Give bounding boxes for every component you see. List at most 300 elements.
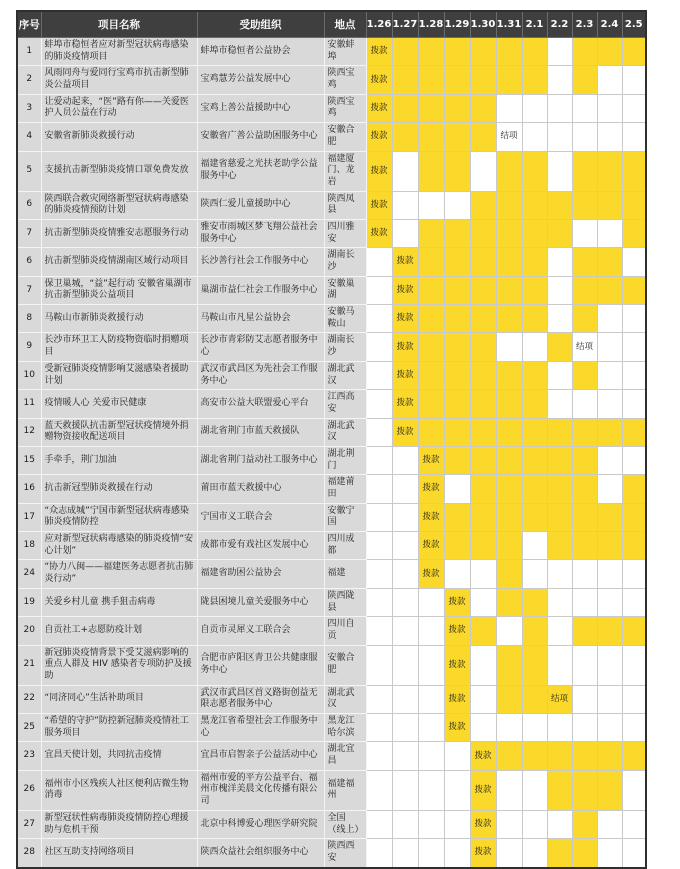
project-name-cell: 保卫巢城，“益”起行动 安徽省巢湖市抗击新型肺炎公益项目 bbox=[41, 276, 197, 304]
date-column-header: 1.29 bbox=[444, 11, 470, 38]
timeline-cell bbox=[418, 390, 444, 418]
org-cell: 福建省助困公益协会 bbox=[197, 560, 324, 588]
table-row bbox=[17, 742, 646, 770]
timeline-cell bbox=[366, 685, 392, 713]
table-body bbox=[17, 38, 646, 868]
timeline-cell bbox=[470, 151, 496, 191]
timeline-cell bbox=[522, 503, 547, 531]
date-column-header: 1.30 bbox=[470, 11, 496, 38]
timeline-cell bbox=[496, 503, 522, 531]
project-name-cell: 受新冠肺炎疫情影响艾滋感染者援助计划 bbox=[41, 361, 197, 389]
timeline-cell bbox=[366, 839, 392, 868]
timeline-cell bbox=[597, 532, 622, 560]
timeline-cell bbox=[392, 560, 418, 588]
date-column-header: 2.5 bbox=[622, 11, 646, 38]
location-cell: 福建 bbox=[324, 560, 366, 588]
timeline-cell bbox=[470, 94, 496, 122]
timeline-cell bbox=[444, 305, 470, 333]
timeline-cell bbox=[418, 418, 444, 446]
project-name-cell: “众志成城”宁国市新型冠状病毒感染肺炎疫情防控 bbox=[41, 503, 197, 531]
timeline-cell bbox=[597, 588, 622, 616]
location-cell: 四川自贡 bbox=[324, 617, 366, 645]
timeline-cell bbox=[622, 770, 646, 810]
timeline-cell bbox=[522, 361, 547, 389]
timeline-cell: 拨款 bbox=[444, 714, 470, 742]
timeline-cell: 拨款 bbox=[444, 617, 470, 645]
timeline-cell bbox=[496, 532, 522, 560]
seq-cell: 22 bbox=[17, 685, 41, 713]
timeline-cell bbox=[622, 714, 646, 742]
timeline-cell: 拨款 bbox=[392, 390, 418, 418]
timeline-cell bbox=[547, 390, 572, 418]
timeline-cell bbox=[392, 742, 418, 770]
timeline-cell bbox=[444, 123, 470, 151]
timeline-cell bbox=[572, 276, 597, 304]
timeline-cell bbox=[496, 588, 522, 616]
timeline-cell bbox=[572, 532, 597, 560]
timeline-cell bbox=[622, 532, 646, 560]
timeline-cell bbox=[597, 390, 622, 418]
timeline-cell bbox=[547, 191, 572, 219]
timeline-cell bbox=[547, 333, 572, 361]
timeline-cell bbox=[597, 560, 622, 588]
project-name-cell: 支援抗击新型肺炎疫情口罩免费发放 bbox=[41, 151, 197, 191]
column-header-1: 项目名称 bbox=[41, 11, 197, 38]
timeline-cell bbox=[572, 446, 597, 474]
timeline-cell bbox=[418, 123, 444, 151]
timeline-cell bbox=[547, 475, 572, 503]
timeline-cell bbox=[366, 475, 392, 503]
timeline-cell bbox=[470, 66, 496, 94]
timeline-cell bbox=[418, 645, 444, 685]
timeline-cell bbox=[496, 685, 522, 713]
location-cell: 福建莆田 bbox=[324, 475, 366, 503]
timeline-cell bbox=[444, 446, 470, 474]
timeline-cell bbox=[622, 151, 646, 191]
timeline-cell bbox=[522, 333, 547, 361]
timeline-cell bbox=[597, 333, 622, 361]
timeline-cell bbox=[392, 714, 418, 742]
timeline-cell bbox=[366, 390, 392, 418]
timeline-cell bbox=[547, 714, 572, 742]
timeline-cell bbox=[392, 151, 418, 191]
project-name-cell: “协力八闽——福建医务志愿者抗击肺炎行动” bbox=[41, 560, 197, 588]
org-cell: 福州市爱的平方公益平台、福州市槐洋美晨文化传播有限公司 bbox=[197, 770, 324, 810]
timeline-cell: 拨款 bbox=[444, 685, 470, 713]
timeline-cell bbox=[418, 94, 444, 122]
timeline-cell bbox=[366, 714, 392, 742]
timeline-cell bbox=[597, 94, 622, 122]
seq-cell: 20 bbox=[17, 617, 41, 645]
timeline-cell bbox=[418, 588, 444, 616]
timeline-cell bbox=[496, 742, 522, 770]
table-row bbox=[17, 532, 646, 560]
timeline-cell bbox=[547, 810, 572, 838]
timeline-cell bbox=[547, 839, 572, 868]
timeline-cell bbox=[622, 588, 646, 616]
date-column-header: 2.2 bbox=[547, 11, 572, 38]
org-cell: 长沙善行社会工作服务中心 bbox=[197, 248, 324, 276]
location-cell: 安徽马鞍山 bbox=[324, 305, 366, 333]
timeline-cell bbox=[622, 617, 646, 645]
timeline-cell bbox=[366, 770, 392, 810]
org-cell: 宝鸡上善公益援助中心 bbox=[197, 94, 324, 122]
timeline-cell bbox=[366, 361, 392, 389]
seq-cell: 10 bbox=[17, 361, 41, 389]
timeline-cell bbox=[522, 810, 547, 838]
seq-cell: 26 bbox=[17, 770, 41, 810]
location-cell: 湖北武汉 bbox=[324, 361, 366, 389]
location-cell: 黑龙江哈尔滨 bbox=[324, 714, 366, 742]
header-row bbox=[17, 11, 646, 38]
timeline-cell bbox=[444, 532, 470, 560]
timeline-cell bbox=[522, 475, 547, 503]
timeline-cell bbox=[597, 151, 622, 191]
timeline-cell bbox=[418, 305, 444, 333]
timeline-cell bbox=[392, 446, 418, 474]
date-column-header: 1.26 bbox=[366, 11, 392, 38]
timeline-cell bbox=[444, 248, 470, 276]
timeline-cell bbox=[597, 276, 622, 304]
timeline-cell bbox=[522, 714, 547, 742]
timeline-cell bbox=[470, 685, 496, 713]
table-row bbox=[17, 305, 646, 333]
timeline-cell bbox=[597, 475, 622, 503]
location-cell: 陕西凤县 bbox=[324, 191, 366, 219]
timeline-cell bbox=[622, 248, 646, 276]
org-cell: 陕西仁爱儿童援助中心 bbox=[197, 191, 324, 219]
timeline-cell bbox=[496, 66, 522, 94]
project-name-cell: 自贡社工+志愿防疫计划 bbox=[41, 617, 197, 645]
timeline-cell bbox=[597, 645, 622, 685]
location-cell: 全国（线上） bbox=[324, 810, 366, 838]
timeline-cell bbox=[444, 742, 470, 770]
timeline-cell bbox=[547, 588, 572, 616]
timeline-cell: 结项 bbox=[547, 685, 572, 713]
timeline-cell bbox=[547, 532, 572, 560]
timeline-cell bbox=[547, 446, 572, 474]
project-name-cell: 长沙市环卫工人防疫物资临时捐赠项目 bbox=[41, 333, 197, 361]
org-cell: 陕西众益社会组织服务中心 bbox=[197, 839, 324, 868]
timeline-cell: 拨款 bbox=[392, 361, 418, 389]
org-cell: 武汉市武昌区为先社会工作服务中心 bbox=[197, 361, 324, 389]
timeline-cell bbox=[496, 361, 522, 389]
timeline-cell: 拨款 bbox=[366, 191, 392, 219]
timeline-cell: 拨款 bbox=[418, 532, 444, 560]
timeline-cell bbox=[392, 475, 418, 503]
timeline-cell: 拨款 bbox=[470, 839, 496, 868]
org-cell: 宁国市义工联合会 bbox=[197, 503, 324, 531]
timeline-cell bbox=[622, 475, 646, 503]
date-column-header: 2.4 bbox=[597, 11, 622, 38]
location-cell: 湖北荆门 bbox=[324, 446, 366, 474]
org-cell: 安徽省广善公益助困服务中心 bbox=[197, 123, 324, 151]
timeline-cell bbox=[418, 839, 444, 868]
column-header-2: 受助组织 bbox=[197, 11, 324, 38]
location-cell: 安徽巢湖 bbox=[324, 276, 366, 304]
timeline-cell bbox=[496, 770, 522, 810]
seq-cell: 9 bbox=[17, 333, 41, 361]
timeline-cell bbox=[522, 446, 547, 474]
timeline-cell bbox=[547, 770, 572, 810]
timeline-cell bbox=[572, 94, 597, 122]
timeline-cell: 拨款 bbox=[366, 151, 392, 191]
table-row bbox=[17, 151, 646, 191]
table-row bbox=[17, 770, 646, 810]
timeline-cell: 拨款 bbox=[366, 219, 392, 247]
timeline-cell bbox=[444, 560, 470, 588]
project-name-cell: 应对新型冠状病毒感染的肺炎疫情“安心计划” bbox=[41, 532, 197, 560]
timeline-cell bbox=[496, 305, 522, 333]
timeline-cell bbox=[496, 810, 522, 838]
timeline-cell bbox=[547, 418, 572, 446]
timeline-cell bbox=[522, 588, 547, 616]
timeline-cell bbox=[597, 685, 622, 713]
timeline-cell bbox=[366, 742, 392, 770]
timeline-cell bbox=[366, 248, 392, 276]
timeline-cell bbox=[418, 617, 444, 645]
timeline-cell bbox=[470, 503, 496, 531]
timeline-cell bbox=[470, 588, 496, 616]
timeline-cell bbox=[622, 333, 646, 361]
timeline-cell bbox=[597, 248, 622, 276]
seq-cell: 25 bbox=[17, 714, 41, 742]
org-cell: 巢湖市益仁社会工作服务中心 bbox=[197, 276, 324, 304]
timeline-cell bbox=[392, 839, 418, 868]
seq-cell: 15 bbox=[17, 446, 41, 474]
timeline-cell bbox=[444, 361, 470, 389]
timeline-cell bbox=[366, 418, 392, 446]
timeline-cell bbox=[597, 66, 622, 94]
timeline-cell bbox=[418, 276, 444, 304]
timeline-cell bbox=[418, 742, 444, 770]
location-cell: 陕西宝鸡 bbox=[324, 94, 366, 122]
timeline-cell bbox=[547, 276, 572, 304]
timeline-cell: 结项 bbox=[496, 123, 522, 151]
timeline-cell bbox=[622, 66, 646, 94]
timeline-cell bbox=[418, 151, 444, 191]
timeline-cell bbox=[597, 305, 622, 333]
project-name-cell: 风雨同舟与爱同行宝鸡市抗击新型肺炎公益项目 bbox=[41, 66, 197, 94]
timeline-cell bbox=[597, 219, 622, 247]
location-cell: 陕西宝鸡 bbox=[324, 66, 366, 94]
table-row bbox=[17, 94, 646, 122]
timeline-cell bbox=[572, 418, 597, 446]
timeline-cell bbox=[547, 38, 572, 66]
timeline-cell bbox=[597, 617, 622, 645]
seq-cell: 19 bbox=[17, 588, 41, 616]
timeline-cell bbox=[444, 839, 470, 868]
org-cell: 马鞍山市凡星公益协会 bbox=[197, 305, 324, 333]
seq-cell: 6 bbox=[17, 248, 41, 276]
timeline-cell: 拨款 bbox=[366, 66, 392, 94]
timeline-cell bbox=[496, 617, 522, 645]
timeline-cell bbox=[470, 446, 496, 474]
timeline-cell bbox=[622, 742, 646, 770]
timeline-cell: 拨款 bbox=[392, 276, 418, 304]
timeline-cell bbox=[470, 560, 496, 588]
timeline-cell bbox=[470, 390, 496, 418]
timeline-cell bbox=[572, 645, 597, 685]
org-cell: 福建省慈爱之光扶老助学公益服务中心 bbox=[197, 151, 324, 191]
timeline-cell bbox=[418, 361, 444, 389]
timeline-cell bbox=[496, 446, 522, 474]
org-cell: 宝鸡慧芳公益发展中心 bbox=[197, 66, 324, 94]
timeline-cell: 拨款 bbox=[366, 38, 392, 66]
timeline-cell bbox=[366, 810, 392, 838]
timeline-cell bbox=[392, 617, 418, 645]
timeline-cell bbox=[444, 38, 470, 66]
timeline-cell bbox=[444, 191, 470, 219]
seq-cell: 27 bbox=[17, 810, 41, 838]
timeline-cell: 拨款 bbox=[392, 333, 418, 361]
timeline-cell bbox=[444, 503, 470, 531]
timeline-cell bbox=[496, 219, 522, 247]
table-row bbox=[17, 685, 646, 713]
table-row bbox=[17, 418, 646, 446]
timeline-cell bbox=[522, 685, 547, 713]
table-row bbox=[17, 810, 646, 838]
location-cell: 安徽蚌埠 bbox=[324, 38, 366, 66]
timeline-cell bbox=[547, 617, 572, 645]
location-cell: 安徽合肥 bbox=[324, 123, 366, 151]
project-name-cell: “同济同心”生活补助项目 bbox=[41, 685, 197, 713]
timeline-cell bbox=[496, 475, 522, 503]
timeline-cell bbox=[366, 645, 392, 685]
timeline-cell bbox=[572, 305, 597, 333]
table-row bbox=[17, 617, 646, 645]
date-column-header: 1.27 bbox=[392, 11, 418, 38]
org-cell: 湖北省荆门益动社工服务中心 bbox=[197, 446, 324, 474]
org-cell: 北京中科博爱心理医学研究院 bbox=[197, 810, 324, 838]
timeline-cell bbox=[572, 810, 597, 838]
table-row bbox=[17, 503, 646, 531]
seq-cell: 11 bbox=[17, 390, 41, 418]
timeline-cell bbox=[496, 390, 522, 418]
timeline-cell bbox=[547, 560, 572, 588]
project-name-cell: 蚌埠市稳恒者应对新型冠状病毒感染的肺炎疫情项目 bbox=[41, 38, 197, 66]
timeline-cell bbox=[522, 617, 547, 645]
project-name-cell: 社区互助支持网络项目 bbox=[41, 839, 197, 868]
timeline-cell bbox=[418, 770, 444, 810]
table-row bbox=[17, 588, 646, 616]
timeline-cell bbox=[572, 123, 597, 151]
seq-cell: 21 bbox=[17, 645, 41, 685]
timeline-cell bbox=[470, 532, 496, 560]
timeline-cell bbox=[418, 38, 444, 66]
timeline-cell bbox=[418, 248, 444, 276]
timeline-cell bbox=[366, 532, 392, 560]
timeline-cell bbox=[597, 446, 622, 474]
timeline-cell bbox=[392, 503, 418, 531]
column-header-0: 序号 bbox=[17, 11, 41, 38]
date-column-header: 1.28 bbox=[418, 11, 444, 38]
timeline-cell bbox=[522, 532, 547, 560]
timeline-cell bbox=[496, 839, 522, 868]
timeline-cell: 拨款 bbox=[418, 503, 444, 531]
timeline-cell bbox=[496, 276, 522, 304]
project-name-cell: 新冠肺炎疫情背景下受艾滋病影响的重点人群及 HIV 感染者专项防护及援助 bbox=[41, 645, 197, 685]
seq-cell: 24 bbox=[17, 560, 41, 588]
timeline-cell: 拨款 bbox=[418, 446, 444, 474]
timeline-cell bbox=[366, 503, 392, 531]
org-cell: 成都市爱有戏社区发展中心 bbox=[197, 532, 324, 560]
timeline-cell bbox=[470, 248, 496, 276]
seq-cell: 7 bbox=[17, 219, 41, 247]
timeline-cell bbox=[522, 390, 547, 418]
org-cell: 自贡市灵犀义工联合会 bbox=[197, 617, 324, 645]
date-column-header: 2.3 bbox=[572, 11, 597, 38]
timeline-cell bbox=[597, 839, 622, 868]
table-row bbox=[17, 333, 646, 361]
timeline-cell bbox=[522, 219, 547, 247]
timeline-cell bbox=[522, 151, 547, 191]
timeline-cell bbox=[470, 361, 496, 389]
seq-cell: 23 bbox=[17, 742, 41, 770]
timeline-cell bbox=[622, 38, 646, 66]
timeline-cell bbox=[522, 418, 547, 446]
timeline-cell bbox=[496, 645, 522, 685]
timeline-cell bbox=[392, 645, 418, 685]
seq-cell: 18 bbox=[17, 532, 41, 560]
timeline-cell bbox=[496, 38, 522, 66]
timeline-cell bbox=[622, 191, 646, 219]
project-name-cell: 手牵手，荆门加油 bbox=[41, 446, 197, 474]
table-row bbox=[17, 219, 646, 247]
timeline-cell bbox=[470, 38, 496, 66]
timeline-cell bbox=[572, 770, 597, 810]
timeline-cell bbox=[496, 333, 522, 361]
timeline-cell bbox=[392, 588, 418, 616]
timeline-cell bbox=[522, 560, 547, 588]
timeline-cell bbox=[444, 475, 470, 503]
timeline-cell bbox=[597, 38, 622, 66]
project-name-cell: 安徽省新肺炎救援行动 bbox=[41, 123, 197, 151]
project-name-cell: 抗击新型肺炎疫情雅安志愿服务行动 bbox=[41, 219, 197, 247]
timeline-cell bbox=[597, 191, 622, 219]
location-cell: 福建厦门、龙岩 bbox=[324, 151, 366, 191]
timeline-cell bbox=[444, 418, 470, 446]
timeline-cell bbox=[470, 475, 496, 503]
timeline-cell bbox=[572, 714, 597, 742]
timeline-cell bbox=[444, 94, 470, 122]
timeline-cell: 拨款 bbox=[392, 418, 418, 446]
timeline-cell: 拨款 bbox=[392, 248, 418, 276]
timeline-cell bbox=[572, 191, 597, 219]
table-row bbox=[17, 839, 646, 868]
project-name-cell: 抗击新型肺炎疫情湖南区域行动项目 bbox=[41, 248, 197, 276]
timeline-cell bbox=[392, 38, 418, 66]
org-cell: 蚌埠市稳恒者公益协会 bbox=[197, 38, 324, 66]
timeline-cell bbox=[522, 248, 547, 276]
timeline-cell bbox=[392, 810, 418, 838]
timeline-cell bbox=[496, 151, 522, 191]
timeline-cell bbox=[597, 770, 622, 810]
location-cell: 四川雅安 bbox=[324, 219, 366, 247]
date-column-header: 1.31 bbox=[496, 11, 522, 38]
timeline-cell bbox=[597, 361, 622, 389]
timeline-cell bbox=[496, 94, 522, 122]
timeline-cell: 拨款 bbox=[444, 588, 470, 616]
timeline-cell bbox=[392, 66, 418, 94]
location-cell: 湖南长沙 bbox=[324, 248, 366, 276]
org-cell: 黑龙江省希望社会工作服务中心 bbox=[197, 714, 324, 742]
timeline-cell bbox=[547, 361, 572, 389]
timeline-cell bbox=[622, 361, 646, 389]
timeline-cell bbox=[622, 810, 646, 838]
timeline-cell bbox=[470, 305, 496, 333]
timeline-cell bbox=[547, 503, 572, 531]
